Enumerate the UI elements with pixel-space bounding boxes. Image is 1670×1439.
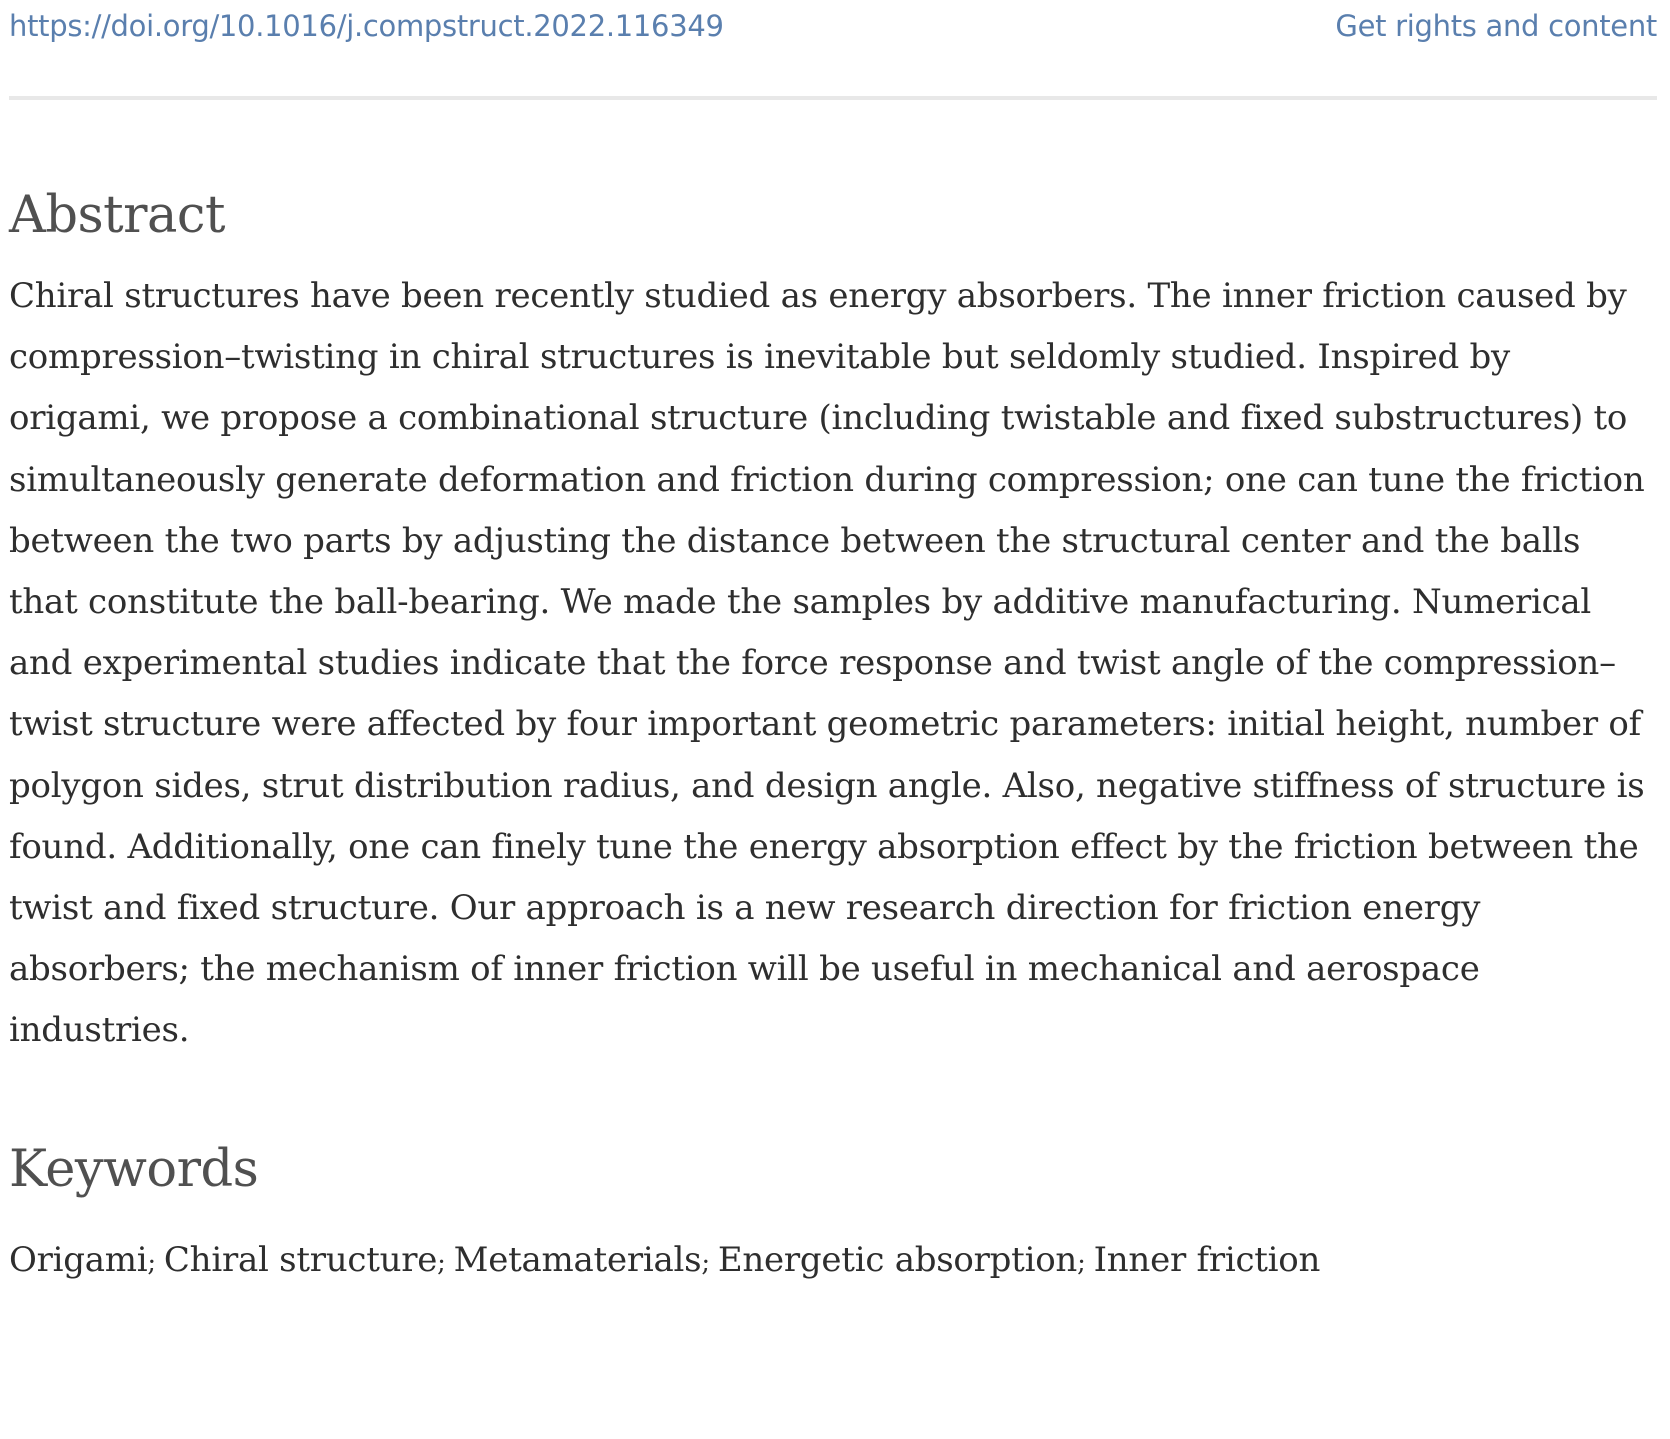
article-page xyxy=(9,0,1657,1293)
abstract-heading: Abstract xyxy=(9,186,225,245)
header-divider xyxy=(9,96,1657,100)
keyword-separator: ; xyxy=(437,1247,446,1278)
keywords-section xyxy=(9,1140,1657,1293)
doi-link[interactable]: https://doi.org/10.1016/j.compstruct.2022.116349 xyxy=(9,9,724,43)
keyword-separator: ; xyxy=(701,1247,710,1278)
get-rights-link[interactable]: Get rights and content xyxy=(1335,9,1657,43)
article-header-bar xyxy=(9,0,1657,52)
keywords-list xyxy=(9,1230,1657,1293)
abstract-text: Chiral structures have been recently studied as energy absorbers. The inner friction caused by compression–twisting in chiral structures is inevitable but seldomly studied. Inspired by origami, we propose a combinational structure (including twistable and fixed substructures) to simultaneously generate deformation and friction during compression; one can tune the friction between the two parts by adjusting the distance between the structural center and the balls that constitute the ball-bearing. We made the samples by additive manufacturing. Numerical and experimental studies indicate that the force response and twist angle of the compression–twist structure were affected by four important geometric parameters: initial height, number of polygon sides, strut distribution radius, and design angle. Also, negative stiffness of structure is found. Additionally, one can finely tune the energy absorption effect by the friction between the twist and fixed structure. Our approach is a new research direction for friction energy absorbers; the mechanism of inner friction will be useful in mechanical and aerospace industries. xyxy=(9,276,1645,1051)
keyword-item[interactable]: Energetic absorption xyxy=(717,1239,1078,1280)
keyword-separator: ; xyxy=(1077,1247,1086,1278)
keywords-heading: Keywords xyxy=(9,1139,259,1199)
abstract-section xyxy=(9,186,1657,1062)
keyword-item[interactable]: Origami xyxy=(9,1239,148,1280)
keyword-item[interactable]: Inner friction xyxy=(1093,1239,1321,1280)
keyword-item[interactable]: Metamaterials xyxy=(453,1239,702,1280)
keyword-item[interactable]: Chiral structure xyxy=(163,1239,438,1280)
keyword-separator: ; xyxy=(147,1247,156,1278)
